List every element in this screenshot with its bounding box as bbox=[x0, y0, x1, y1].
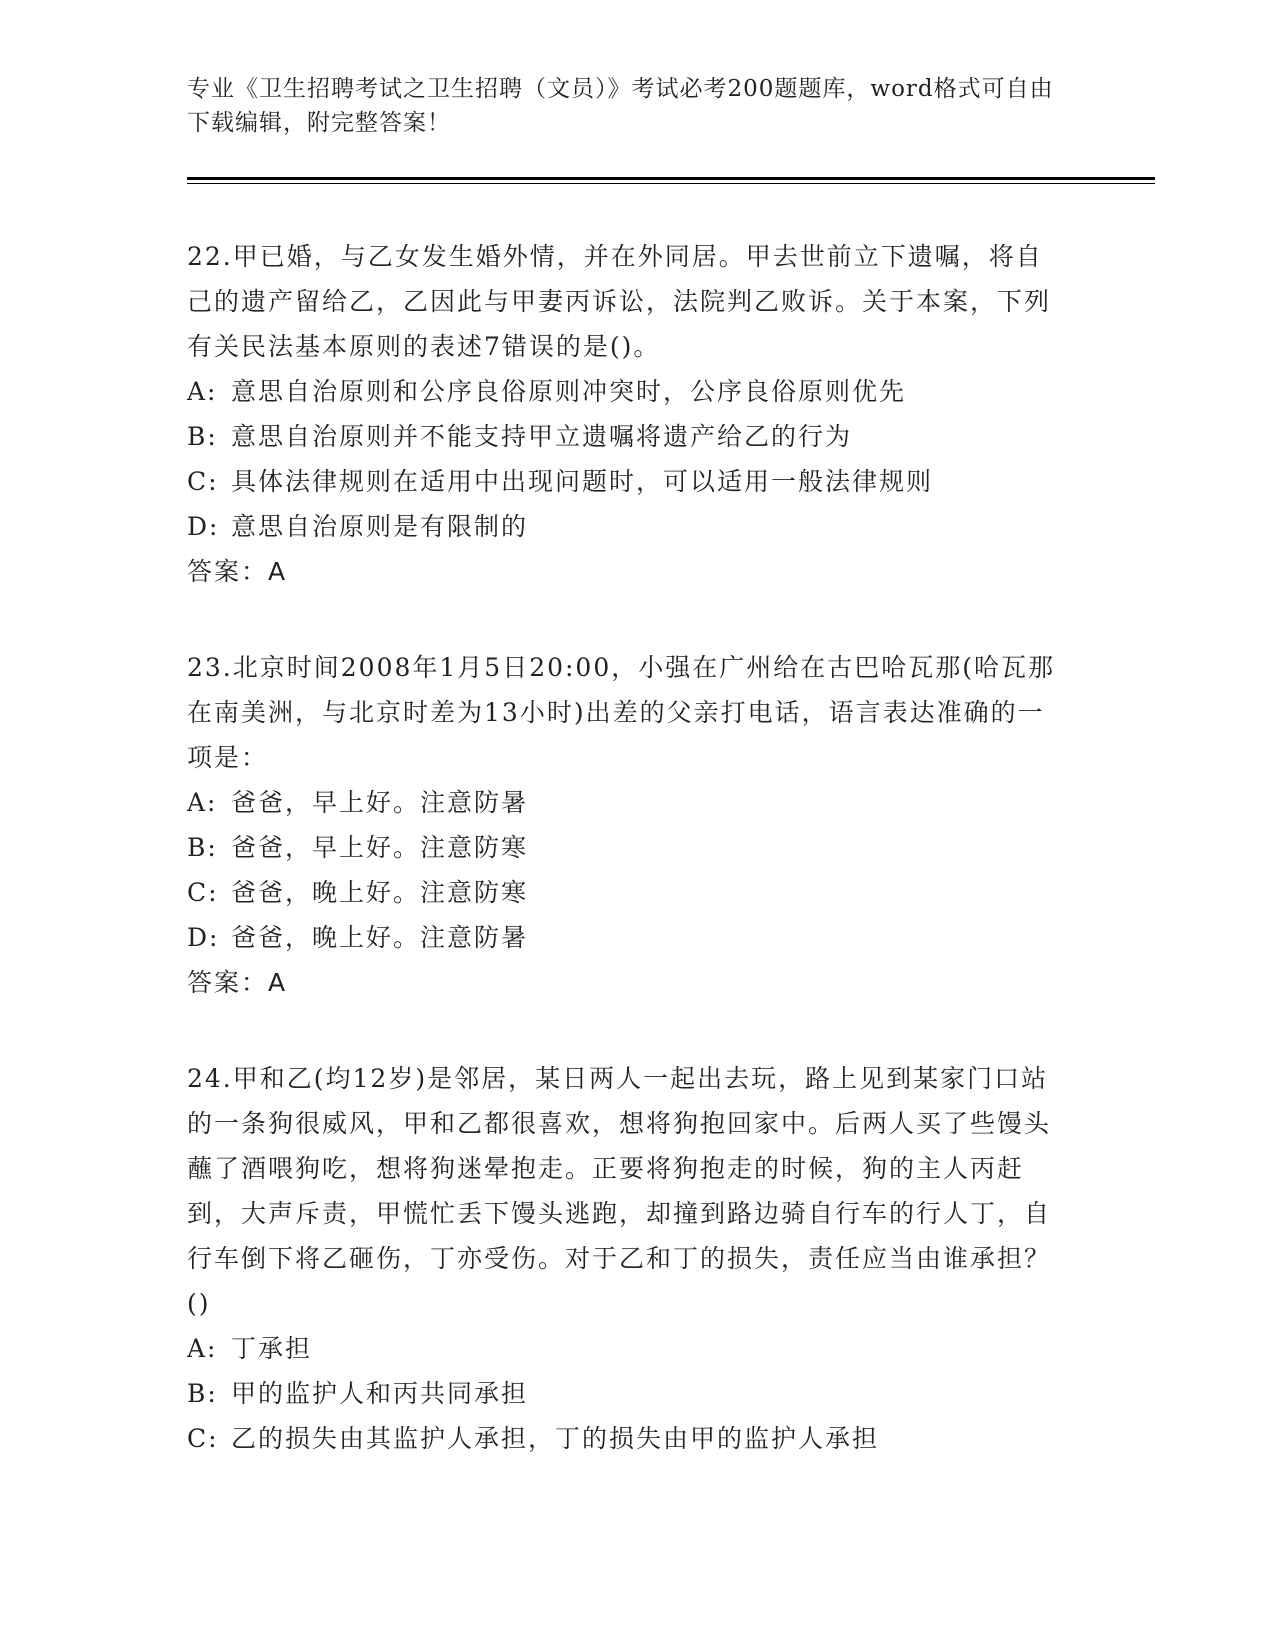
option-a bbox=[187, 1326, 1067, 1371]
question-text: 22.甲已婚，与乙女发生婚外情，并在外同居。甲去世前立下遗嘱，将自己的遗产留给乙，乙因此与甲妻丙诉讼，法院判乙败诉。关于本案，下列有关民法基本原则的表述7错误的是()。 bbox=[187, 242, 1052, 361]
option-a bbox=[187, 369, 1067, 414]
question-22 bbox=[187, 234, 1067, 594]
option-text: 丁承担 bbox=[231, 1334, 313, 1363]
option-letter: B: bbox=[187, 1379, 218, 1408]
option-b bbox=[187, 825, 1067, 870]
option-c bbox=[187, 459, 1067, 504]
option-letter: D: bbox=[187, 923, 220, 952]
option-d bbox=[187, 504, 1067, 549]
header-rule-thick bbox=[187, 177, 1155, 180]
option-letter: A: bbox=[187, 788, 218, 817]
option-b bbox=[187, 414, 1067, 459]
option-d bbox=[187, 915, 1067, 960]
option-text: 爸爸，早上好。注意防寒 bbox=[231, 833, 529, 862]
option-letter: C: bbox=[187, 1424, 219, 1453]
question-24 bbox=[187, 1056, 1067, 1461]
document-header: 专业《卫生招聘考试之卫生招聘（文员）》考试必考200题题库，word格式可自由下载编辑，附完整答案！ bbox=[187, 76, 1054, 136]
option-letter: C: bbox=[187, 878, 219, 907]
option-text: 意思自治原则并不能支持甲立遗嘱将遗产给乙的行为 bbox=[231, 422, 853, 451]
option-text: 乙的损失由其监护人承担，丁的损失由甲的监护人承担 bbox=[231, 1424, 880, 1453]
option-text: 甲的监护人和丙共同承担 bbox=[231, 1379, 529, 1408]
option-text: 爸爸，早上好。注意防暑 bbox=[231, 788, 529, 817]
option-letter: B: bbox=[187, 422, 218, 451]
option-letter: A: bbox=[187, 1334, 218, 1363]
option-b bbox=[187, 1371, 1067, 1416]
option-text: 爸爸，晚上好。注意防寒 bbox=[231, 878, 529, 907]
option-text: 意思自治原则和公序良俗原则冲突时，公序良俗原则优先 bbox=[231, 377, 907, 406]
option-a bbox=[187, 780, 1067, 825]
question-text: 23.北京时间2008年1月5日20:00，小强在广州给在古巴哈瓦那(哈瓦那在南美洲，与北京时差为13小时)出差的父亲打电话，语言表达准确的一项是： bbox=[187, 653, 1055, 772]
option-text: 具体法律规则在适用中出现问题时，可以适用一般法律规则 bbox=[231, 467, 934, 496]
question-text: 24.甲和乙(均12岁)是邻居，某日两人一起出去玩，路上见到某家门口站的一条狗很威风，甲和乙都很喜欢，想将狗抱回家中。后两人买了些馒头蘸了酒喂狗吃，想将狗迷晕抱走。正要将狗抱走的时候，狗的主人丙赶到，大声斥责，甲慌忙丢下馒头逃跑，却撞到路边骑自行车的行人丁，自行车倒下将乙砸伤，丁亦受伤。对于乙和丁的损失，责任应当由谁承担？() bbox=[187, 1064, 1052, 1318]
option-letter: B: bbox=[187, 833, 218, 862]
option-c bbox=[187, 870, 1067, 915]
header-rule-thin bbox=[187, 183, 1155, 184]
option-letter: A: bbox=[187, 377, 218, 406]
option-letter: D: bbox=[187, 512, 220, 541]
option-text: 意思自治原则是有限制的 bbox=[231, 512, 529, 541]
option-letter: C: bbox=[187, 467, 219, 496]
option-c bbox=[187, 1416, 1067, 1461]
question-23 bbox=[187, 645, 1067, 1005]
answer: 答案：A bbox=[187, 557, 288, 586]
option-text: 爸爸，晚上好。注意防暑 bbox=[231, 923, 529, 952]
answer: 答案：A bbox=[187, 968, 288, 997]
